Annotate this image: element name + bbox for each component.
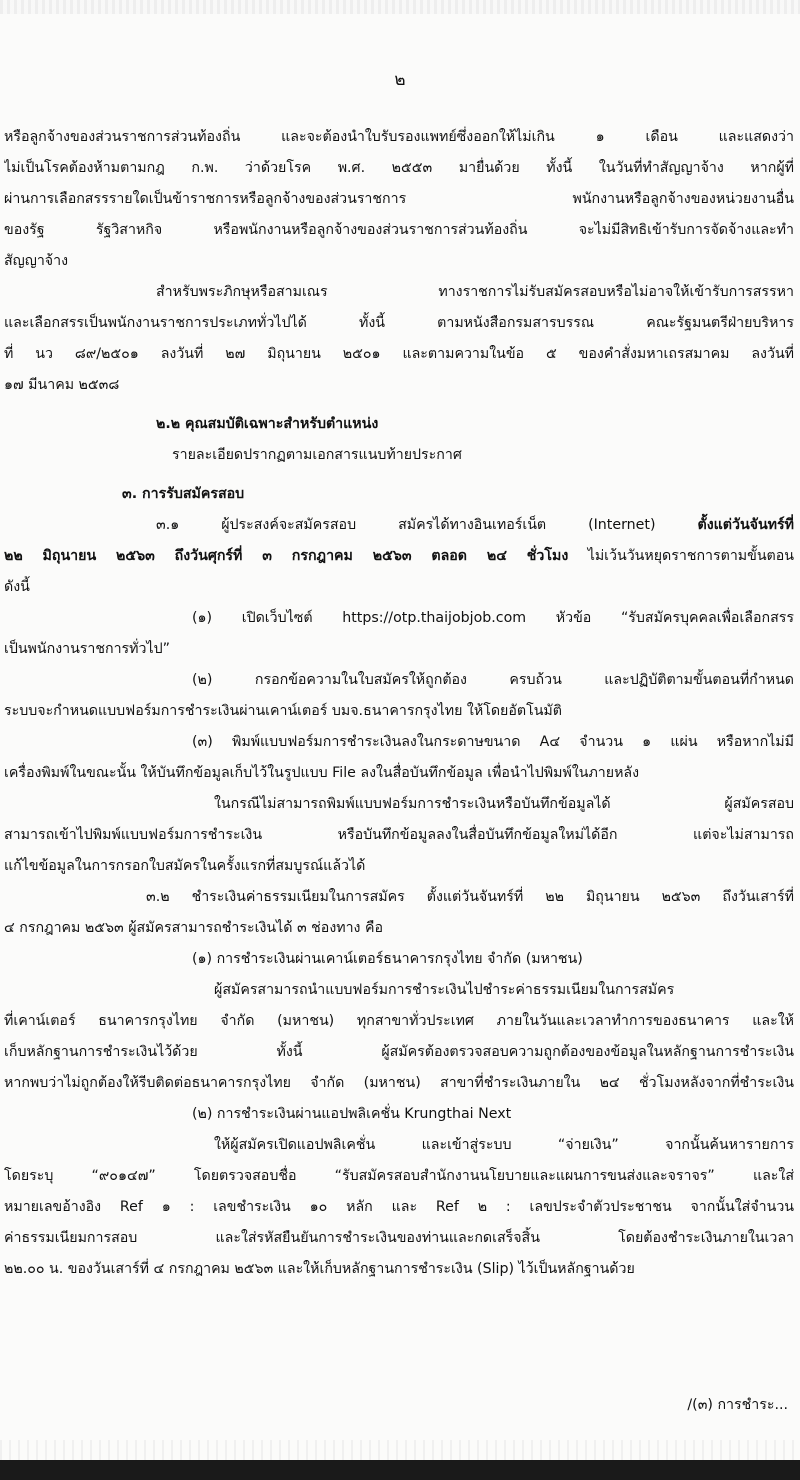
section-heading: ๒.๒ คุณสมบัติเฉพาะสำหรับตำแหน่ง (156, 416, 379, 432)
text-line: โดยระบุ “๙๐๑๔๗” โดยตรวจสอบชื่อ “รับสมัครสอบสำนักงานนโยบายและแผนการขนส่งและจราจร” และใส่ (4, 1168, 794, 1184)
text-line: ๓.๒ ชำระเงินค่าธรรมเนียมในการสมัคร ตั้งแต่วันจันทร์ที่ ๒๒ มิถุนายน ๒๕๖๓ ถึงวันเสาร์ที่ (146, 889, 794, 905)
text-line: ๒๒.๐๐ น. ของวันเสาร์ที่ ๔ กรกฎาคม ๒๕๖๓ และให้เก็บหลักฐานการชำระเงิน (Slip) ไว้เป็นหลักฐานด้วย (4, 1261, 635, 1277)
text-line: เป็นพนักงานราชการทั่วไป” (4, 641, 170, 657)
text-line: ที่เคาน์เตอร์ ธนาคารกรุงไทย จำกัด (มหาชน) ทุกสาขาทั่วประเทศ ภายในวันและเวลาทำการของธนาคาร และให้ (4, 1013, 794, 1029)
text-line: รายละเอียดปรากฏตามเอกสารแนบท้ายประกาศ (172, 447, 462, 463)
text-line: เก็บหลักฐานการชำระเงินไว้ด้วย ทั้งนี้ ผู้สมัครต้องตรวจสอบความถูกต้องของข้อมูลในหลักฐานการชำระเงิน (4, 1044, 794, 1060)
text-line: ที่ นว ๘๙/๒๕๐๑ ลงวันที่ ๒๗ มิถุนายน ๒๕๐๑ และตามความในข้อ ๕ ของคำสั่งมหาเถรสมาคม ลงวันที่ (4, 346, 794, 362)
text-line: ให้ผู้สมัครเปิดแอปพลิเคชั่น และเข้าสู่ระบบ “จ่ายเงิน” จากนั้นค้นหารายการ (214, 1137, 794, 1153)
text-line: หรือลูกจ้างของส่วนราชการส่วนท้องถิ่น และจะต้องนำใบรับรองแพทย์ซึ่งออกให้ไม่เกิน ๑ เดือน และแสดงว่า (4, 129, 794, 145)
scan-grain-bottom (0, 1440, 800, 1460)
text-line: (๓) พิมพ์แบบฟอร์มการชำระเงินลงในกระดาษขนาด A๔ จำนวน ๑ แผ่น หรือหากไม่มี (192, 734, 794, 750)
text-line: ดังนี้ (4, 579, 30, 595)
text-line: ๑๗ มีนาคม ๒๕๓๘ (4, 377, 120, 393)
text-line: (๒) กรอกข้อความในใบสมัครให้ถูกต้อง ครบถ้วน และปฏิบัติตามขั้นตอนที่กำหนด (192, 672, 794, 688)
text-line: ผ่านการเลือกสรรรายใดเป็นข้าราชการหรือลูกจ้างของส่วนราชการ พนักงานหรือลูกจ้างของหน่วยงานอื่น (4, 191, 794, 207)
scan-edge-top (0, 0, 800, 14)
text-line (4, 510, 794, 541)
text-line: ไม่เป็นโรคต้องห้ามตามกฎ ก.พ. ว่าด้วยโรค พ.ศ. ๒๕๕๓ มายื่นด้วย ทั้งนี้ ในวันที่ทำสัญญาจ้าง หากผู้ที่ (4, 160, 794, 176)
text-segment: ๓.๑ ผู้ประสงค์จะสมัครสอบ สมัครได้ทางอินเทอร์เน็ต (Internet) (156, 517, 656, 533)
continuation-marker: /(๓) การชำระ... (687, 1397, 788, 1413)
text-line: (๒) การชำระเงินผ่านแอปพลิเคชั่น Krungthai Next (192, 1106, 512, 1122)
text-line: และเลือกสรรเป็นพนักงานราชการประเภททั่วไปได้ ทั้งนี้ ตามหนังสือกรมสารบรรณ คณะรัฐมนตรีฝ่ายบริหาร (4, 315, 794, 331)
scan-edge-bottom (0, 1460, 800, 1480)
text-line: สัญญาจ้าง (4, 253, 69, 269)
text-line: หากพบว่าไม่ถูกต้องให้รีบติดต่อธนาคารกรุงไทย จำกัด (มหาชน) สาขาที่ชำระเงินภายใน ๒๔ ชั่วโมงหลังจากที่ชำระเงิน (4, 1075, 794, 1091)
text-segment-bold: ตั้งแต่วันจันทร์ที่ (697, 517, 794, 533)
text-line: ในกรณีไม่สามารถพิมพ์แบบฟอร์มการชำระเงินหรือบันทึกข้อมูลได้ ผู้สมัครสอบ (214, 796, 794, 812)
text-line: ๔ กรกฎาคม ๒๕๖๓ ผู้สมัครสามารถชำระเงินได้ ๓ ช่องทาง คือ (4, 920, 384, 936)
text-line: ของรัฐ รัฐวิสาหกิจ หรือพนักงานหรือลูกจ้างของส่วนราชการส่วนท้องถิ่น จะไม่มีสิทธิเข้ารับการจัดจ้างและทำ (4, 222, 794, 238)
text-line: (๑) การชำระเงินผ่านเคาน์เตอร์ธนาคารกรุงไทย จำกัด (มหาชน) (192, 951, 583, 967)
text-line: สำหรับพระภิกษุหรือสามเณร ทางราชการไม่รับสมัครสอบหรือไม่อาจให้เข้ารับการสรรหา (156, 284, 794, 300)
text-segment: ไม่เว้นวันหยุดราชการตามขั้นตอน (587, 548, 794, 564)
section-heading: ๓. การรับสมัครสอบ (122, 486, 245, 502)
text-line: เครื่องพิมพ์ในขณะนั้น ให้บันทึกข้อมูลเก็บไว้ในรูปแบบ File ลงในสื่อบันทึกข้อมูล เพื่อนำไปพิมพ์ในภายหลัง (4, 765, 640, 781)
text-line: หมายเลขอ้างอิง Ref ๑ : เลขชำระเงิน ๑๐ หลัก และ Ref ๒ : เลขประจำตัวประชาชน จากนั้นใส่จำนวน (4, 1199, 794, 1215)
text-segment-bold: ๒๒ มิถุนายน ๒๕๖๓ ถึงวันศุกร์ที่ ๓ กรกฎาคม ๒๕๖๓ ตลอด ๒๔ ชั่วโมง (4, 548, 569, 564)
text-line: แก้ไขข้อมูลในการกรอกใบสมัครในครั้งแรกที่สมบูรณ์แล้วได้ (4, 858, 366, 874)
text-line: ผู้สมัครสามารถนำแบบฟอร์มการชำระเงินไปชำระค่าธรรมเนียมในการสมัคร (214, 982, 675, 998)
text-line: ระบบจะกำหนดแบบฟอร์มการชำระเงินผ่านเคาน์เตอร์ บมจ.ธนาคารกรุงไทย ให้โดยอัตโนมัติ (4, 703, 562, 719)
text-line: ค่าธรรมเนียมการสอบ และใส่รหัสยืนยันการชำระเงินของท่านและกดเสร็จสิ้น โดยต้องชำระเงินภายในเวลา (4, 1230, 794, 1246)
text-line (4, 541, 794, 572)
document-body (4, 122, 794, 1285)
text-line: (๑) เปิดเว็บไซต์ https://otp.thaijobjob.com หัวข้อ “รับสมัครบุคคลเพื่อเลือกสรร (192, 610, 794, 626)
page-number: ๒ (394, 70, 406, 90)
text-line: สามารถเข้าไปพิมพ์แบบฟอร์มการชำระเงิน หรือบันทึกข้อมูลลงในสื่อบันทึกข้อมูลใหม่ได้อีก แต่จะไม่สามารถ (4, 827, 794, 843)
